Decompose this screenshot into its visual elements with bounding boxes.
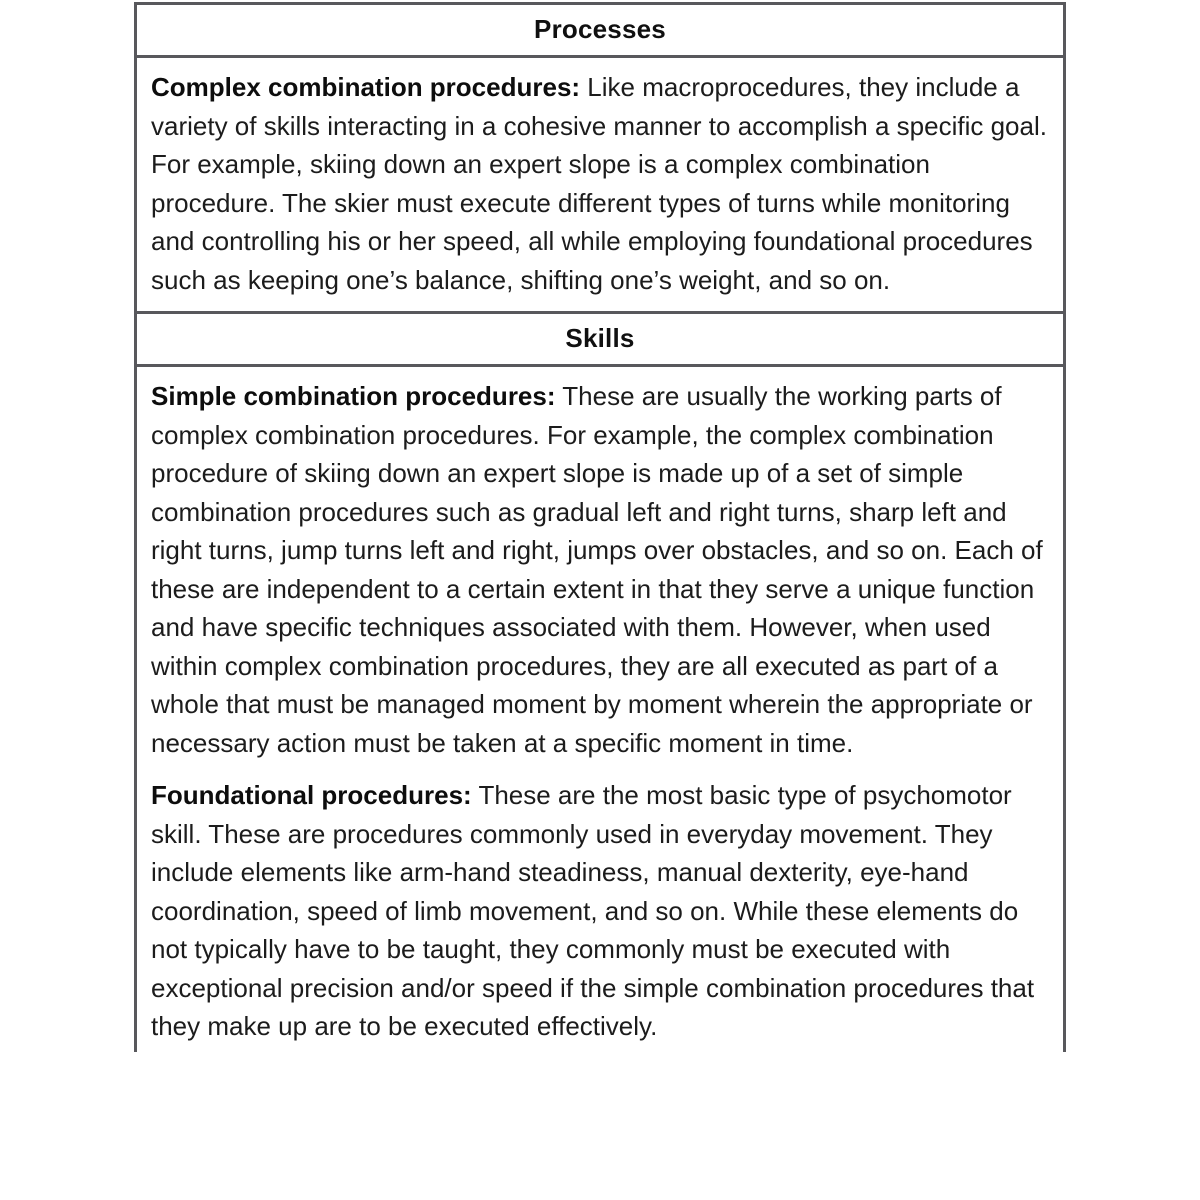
table-header-row-processes <box>137 5 1063 58</box>
procedures-table <box>134 2 1066 1052</box>
table-header-label-skills: Skills <box>565 323 635 353</box>
table-body-row-skills <box>137 367 1063 1052</box>
paragraph-body-text: These are the most basic type of psychomotor skill. These are procedures commonly used in everyday movement. They include elements like arm-hand steadiness, manual dexterity, eye-hand coordination, speed of limb movement, and so on. While these elements do not typically have to be taught, they commonly must be executed with exceptional precision and/or speed if the simple combination procedures that they make up are to be executed effectively. <box>151 780 1035 1041</box>
paragraph-body-text: Like macroprocedures, they include a variety of skills interacting in a cohesive manner to accomplish a specific goal. For example, skiing down an expert slope is a complex combination procedure. The skier must execute different types of turns while monitoring and controlling his or her speed, all while employing foundational procedures such as keeping one’s balance, shifting one’s weight, and so on. <box>151 72 1047 295</box>
table-header-row-skills <box>137 314 1063 367</box>
paragraph-lead-term: Foundational procedures: <box>151 780 472 810</box>
paragraph-body-text: These are usually the working parts of complex combination procedures. For example, the complex combination procedure of skiing down an expert slope is made up of a set of simple combination procedures such as gradual left and right turns, sharp left and right turns, jump turns left and right, jumps over obstacles, and so on. Each of these are independent to a certain extent in that they serve a unique function and have specific techniques associated with them. However, when used within complex combination procedures, they are all executed as part of a whole that must be managed moment by moment wherein the appropriate or necessary action must be taken at a specific moment in time. <box>151 381 1043 758</box>
paragraph-foundational-procedures <box>151 776 1049 1046</box>
paragraph-lead-term: Simple combination procedures: <box>151 381 556 411</box>
table-body-row-processes <box>137 58 1063 314</box>
paragraph-simple-combination-procedures <box>151 377 1049 762</box>
paragraph-complex-combination-procedures <box>151 68 1049 299</box>
paragraph-lead-term: Complex combination procedures: <box>151 72 581 102</box>
table-header-label-processes: Processes <box>534 14 666 44</box>
